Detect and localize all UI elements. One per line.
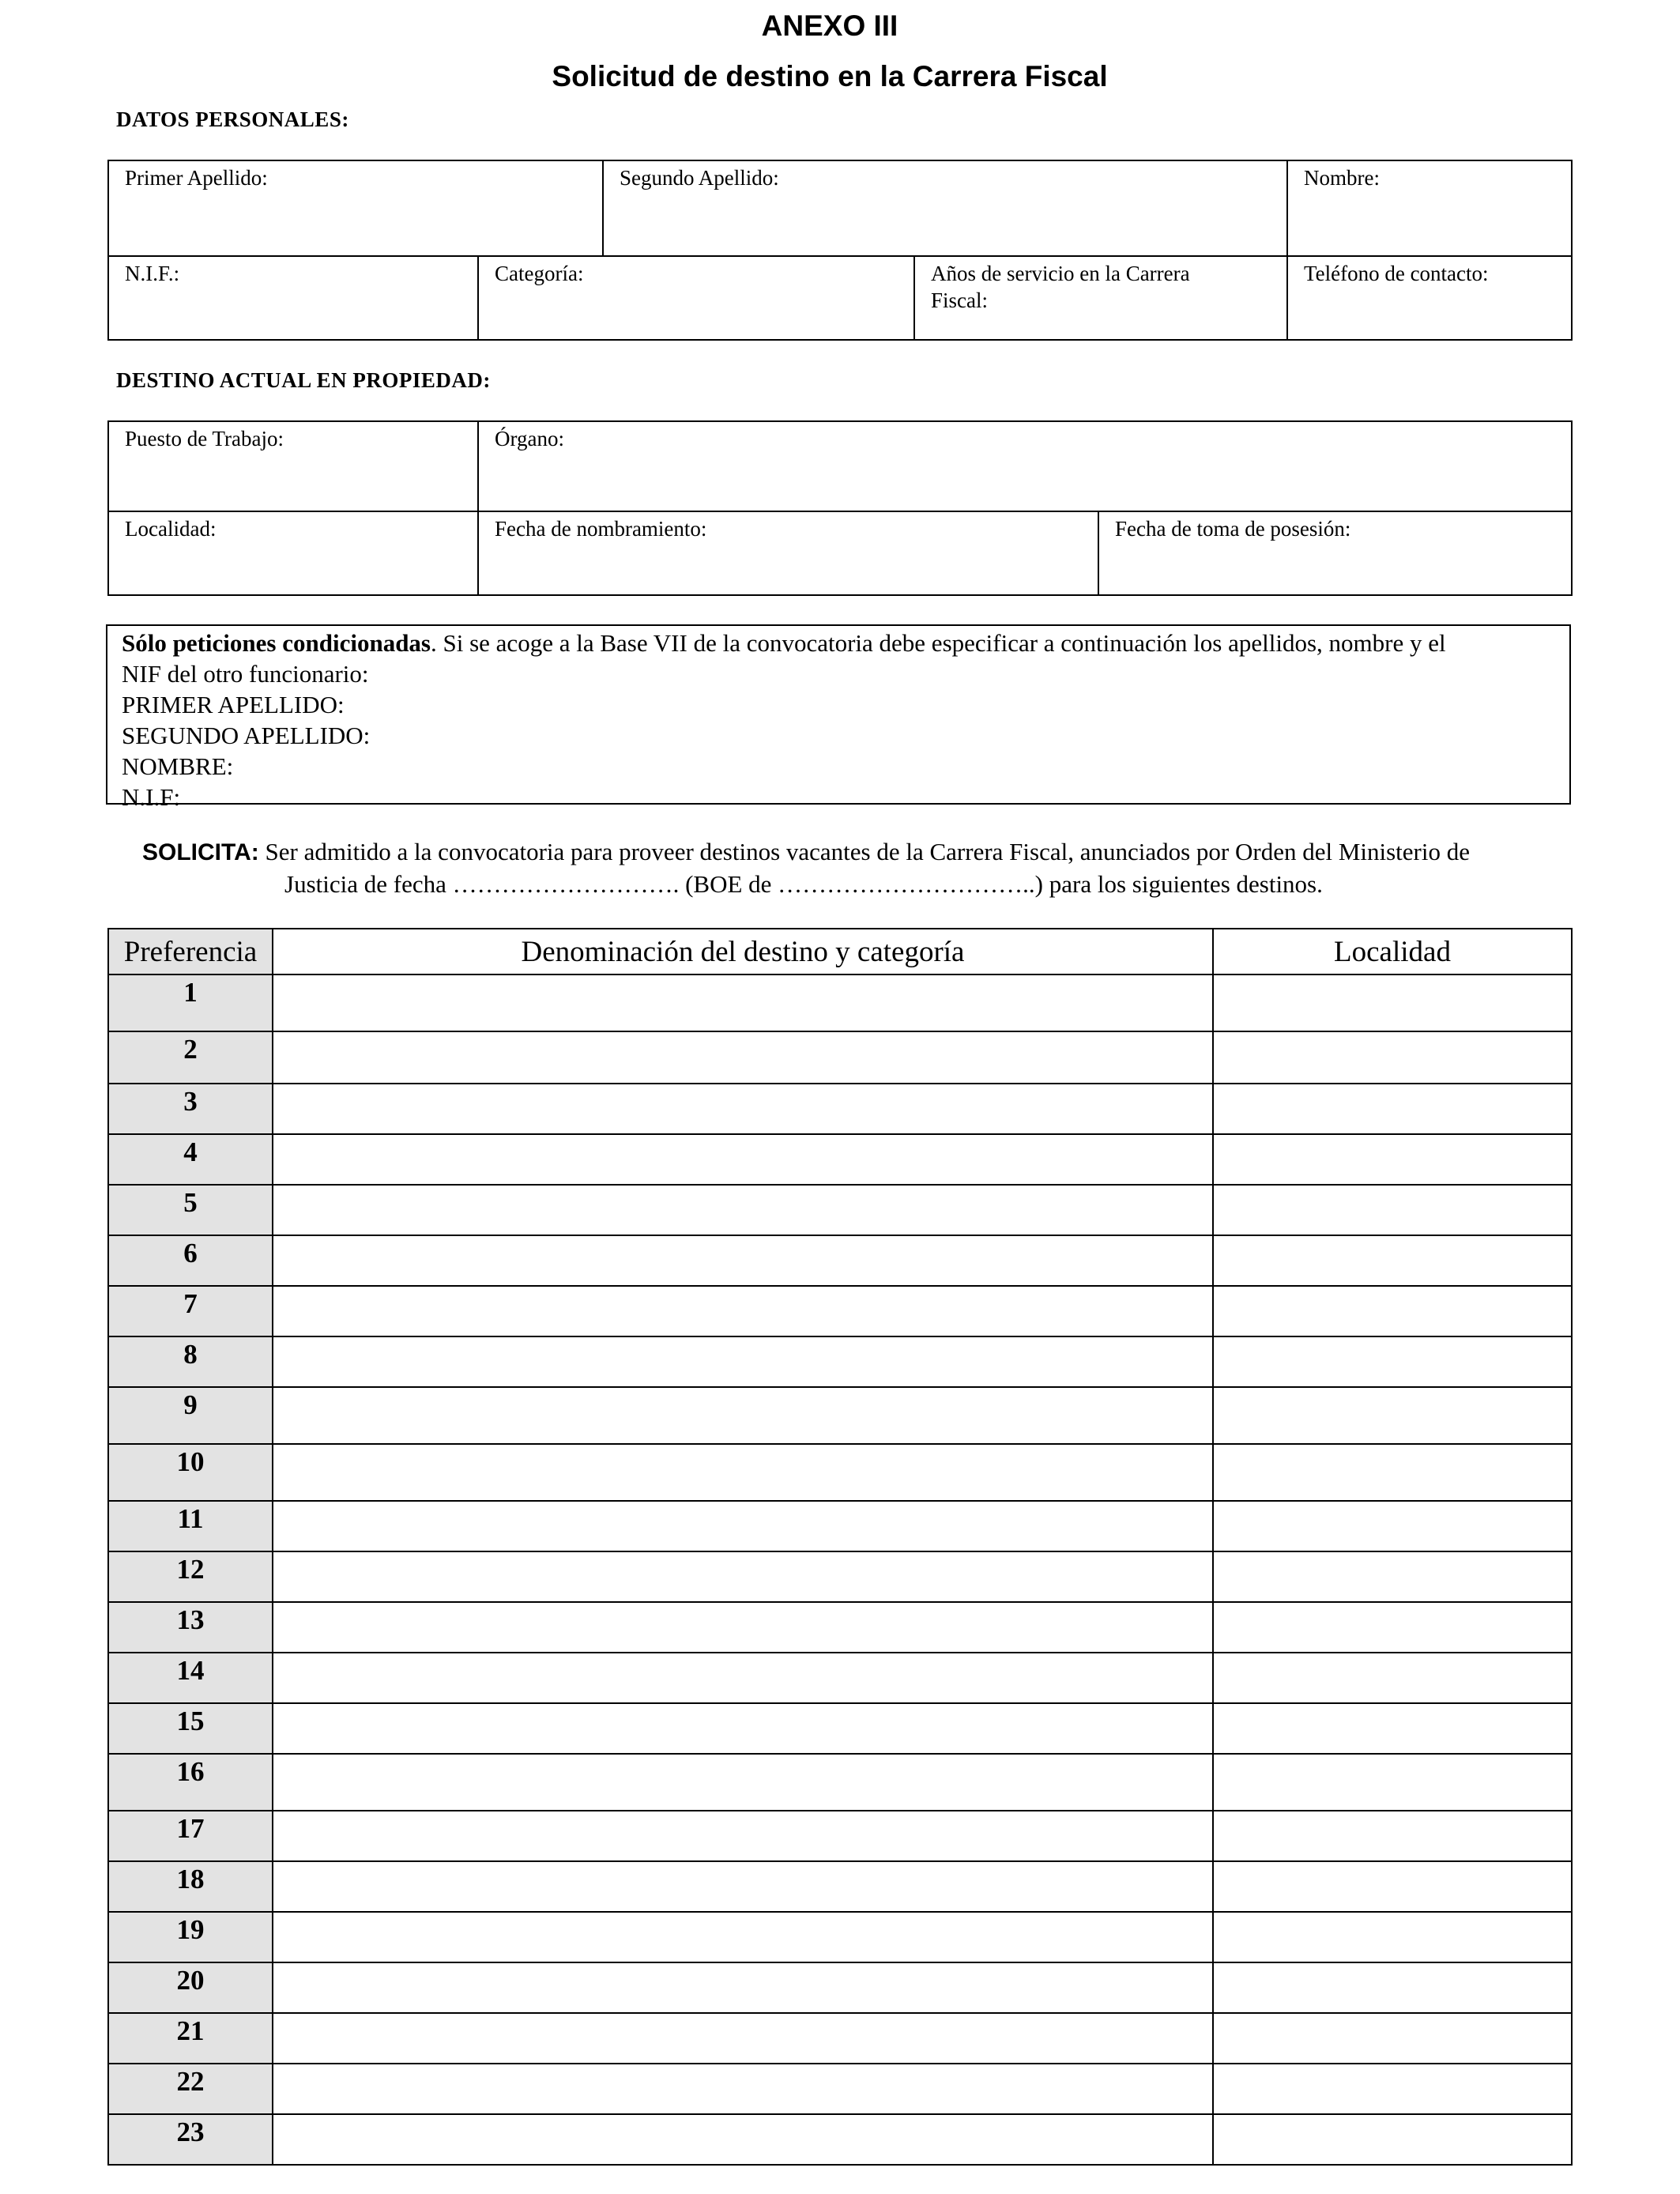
preference-number: 15 [108, 1703, 273, 1754]
preference-row [108, 1653, 1572, 1703]
destino-input-cell[interactable] [273, 974, 1213, 1031]
destino-input-cell[interactable] [273, 1811, 1213, 1861]
preference-row [108, 1235, 1572, 1286]
preference-number: 20 [108, 1962, 273, 2013]
current-post-heading: DESTINO ACTUAL EN PROPIEDAD: [116, 368, 491, 392]
solicita-label: SOLICITA: [142, 839, 259, 865]
destino-input-cell[interactable] [273, 1962, 1213, 2013]
preference-row [108, 1962, 1572, 2013]
localidad-input-cell[interactable] [1213, 1551, 1572, 1602]
localidad-input-cell[interactable] [1213, 2013, 1572, 2064]
preference-row [108, 1134, 1572, 1185]
preference-number: 19 [108, 1912, 273, 1962]
preference-number: 18 [108, 1861, 273, 1912]
preference-row [108, 1861, 1572, 1912]
preferences-header-row [108, 929, 1572, 974]
organo-label: Órgano: [495, 427, 564, 450]
localidad-input-cell[interactable] [1213, 1501, 1572, 1551]
conditional-intro: Sólo peticiones condicionadas. Si se acoge a la Base VII de la convocatoria debe especificar a continuación los apellidos, nombre y el [122, 629, 1446, 657]
conditional-requests-box[interactable] [106, 624, 1571, 811]
destino-input-cell[interactable] [273, 1703, 1213, 1754]
destino-input-cell[interactable] [273, 1031, 1213, 1084]
puesto-label: Puesto de Trabajo: [125, 427, 284, 450]
segundo-apellido-field[interactable] [603, 160, 1287, 256]
preference-number: 22 [108, 2064, 273, 2114]
destino-input-cell[interactable] [273, 1286, 1213, 1336]
organo-field[interactable] [478, 421, 1572, 511]
localidad-input-cell[interactable] [1213, 1811, 1572, 1861]
preference-row [108, 1811, 1572, 1861]
personal-data-heading: DATOS PERSONALES: [116, 107, 349, 131]
preference-row [108, 1912, 1572, 1962]
localidad-input-cell[interactable] [1213, 1387, 1572, 1444]
localidad-input-cell[interactable] [1213, 1861, 1572, 1912]
localidad-input-cell[interactable] [1213, 1444, 1572, 1501]
destino-input-cell[interactable] [273, 1602, 1213, 1653]
preference-number: 6 [108, 1235, 273, 1286]
preference-number: 14 [108, 1653, 273, 1703]
localidad-input-cell[interactable] [1213, 1653, 1572, 1703]
anos-servicio-label: Años de servicio en la Carrera Fiscal: [931, 262, 1190, 312]
preference-number: 8 [108, 1336, 273, 1387]
col-header-localidad: Localidad [1213, 929, 1572, 974]
preference-row [108, 2114, 1572, 2165]
solicita-text-2: Justicia de fecha ………………………. (BOE de …………………………..) para los siguientes destinos. [284, 870, 1323, 898]
conditional-nombre: NOMBRE: [122, 752, 234, 780]
nombre-label: Nombre: [1304, 166, 1380, 190]
destino-input-cell[interactable] [273, 1336, 1213, 1387]
destino-input-cell[interactable] [273, 1653, 1213, 1703]
preference-row [108, 1336, 1572, 1387]
nombre-field[interactable] [1287, 160, 1572, 256]
conditional-nif: N.I.F: [122, 783, 181, 811]
destino-input-cell[interactable] [273, 1754, 1213, 1811]
destino-input-cell[interactable] [273, 2064, 1213, 2114]
destino-input-cell[interactable] [273, 1235, 1213, 1286]
destino-input-cell[interactable] [273, 2114, 1213, 2165]
form-title: Solicitud de destino en la Carrera Fiscal [552, 60, 1108, 92]
localidad-input-cell[interactable] [1213, 1286, 1572, 1336]
preference-row [108, 1031, 1572, 1084]
destino-input-cell[interactable] [273, 1551, 1213, 1602]
preference-number: 17 [108, 1811, 273, 1861]
col-header-preferencia: Preferencia [108, 929, 273, 974]
destino-input-cell[interactable] [273, 2013, 1213, 2064]
personal-data-table [107, 160, 1573, 341]
localidad-input-cell[interactable] [1213, 1754, 1572, 1811]
localidad-input-cell[interactable] [1213, 974, 1572, 1031]
preference-number: 10 [108, 1444, 273, 1501]
preferences-table [107, 928, 1573, 2166]
preference-row [108, 1387, 1572, 1444]
puesto-field[interactable] [108, 421, 478, 511]
nif-field[interactable] [108, 256, 478, 340]
preference-row [108, 1754, 1572, 1811]
preference-number: 7 [108, 1286, 273, 1336]
destino-input-cell[interactable] [273, 1501, 1213, 1551]
preference-row [108, 1501, 1572, 1551]
destino-input-cell[interactable] [273, 1185, 1213, 1235]
destino-input-cell[interactable] [273, 1861, 1213, 1912]
preference-number: 16 [108, 1754, 273, 1811]
preference-row [108, 1703, 1572, 1754]
localidad-input-cell[interactable] [1213, 1185, 1572, 1235]
preference-row [108, 1551, 1572, 1602]
localidad-input-cell[interactable] [1213, 1134, 1572, 1185]
fecha-nombramiento-field[interactable] [478, 511, 1098, 595]
preference-number: 5 [108, 1185, 273, 1235]
solicita-paragraph [142, 836, 1588, 900]
telefono-field[interactable] [1287, 256, 1572, 340]
preference-number: 21 [108, 2013, 273, 2064]
current-post-table [107, 420, 1573, 596]
conditional-segundo-apellido: SEGUNDO APELLIDO: [122, 722, 371, 749]
telefono-label: Teléfono de contacto: [1304, 262, 1489, 285]
preference-number: 9 [108, 1387, 273, 1444]
fecha-nombramiento-label: Fecha de nombramiento: [495, 517, 707, 541]
localidad-input-cell[interactable] [1213, 1235, 1572, 1286]
preference-row [108, 1602, 1572, 1653]
preference-number: 12 [108, 1551, 273, 1602]
fecha-posesion-label: Fecha de toma de posesión: [1115, 517, 1351, 541]
solicita-text-1: Ser admitido a la convocatoria para proveer destinos vacantes de la Carrera Fiscal, anunciados por Orden del Ministerio de [258, 838, 1470, 865]
localidad-input-cell[interactable] [1213, 1084, 1572, 1134]
preference-row [108, 974, 1572, 1031]
categoria-label: Categoría: [495, 262, 584, 285]
categoria-field[interactable] [478, 256, 914, 340]
localidad-field[interactable] [108, 511, 478, 595]
preference-row [108, 1444, 1572, 1501]
annex-title: ANEXO III [761, 9, 898, 42]
preference-number: 3 [108, 1084, 273, 1134]
localidad-input-cell[interactable] [1213, 1703, 1572, 1754]
preference-row [108, 1084, 1572, 1134]
preference-row [108, 2013, 1572, 2064]
conditional-primer-apellido: PRIMER APELLIDO: [122, 691, 345, 718]
localidad-input-cell[interactable] [1213, 1336, 1572, 1387]
anos-servicio-field[interactable] [914, 256, 1287, 340]
localidad-input-cell[interactable] [1213, 1602, 1572, 1653]
col-header-destino: Denominación del destino y categoría [273, 929, 1213, 974]
destino-input-cell[interactable] [273, 1912, 1213, 1962]
primer-apellido-field[interactable] [108, 160, 603, 256]
primer-apellido-label: Primer Apellido: [125, 166, 268, 190]
destino-input-cell[interactable] [273, 1084, 1213, 1134]
preference-row [108, 1286, 1572, 1336]
localidad-input-cell[interactable] [1213, 1962, 1572, 2013]
preference-number: 1 [108, 974, 273, 1031]
localidad-input-cell[interactable] [1213, 2114, 1572, 2165]
localidad-input-cell[interactable] [1213, 2064, 1572, 2114]
destino-input-cell[interactable] [273, 1387, 1213, 1444]
localidad-label: Localidad: [125, 517, 217, 541]
preference-number: 4 [108, 1134, 273, 1185]
preference-row [108, 1185, 1572, 1235]
destino-input-cell[interactable] [273, 1134, 1213, 1185]
destino-input-cell[interactable] [273, 1444, 1213, 1501]
localidad-input-cell[interactable] [1213, 1912, 1572, 1962]
preference-number: 11 [108, 1501, 273, 1551]
preference-number: 13 [108, 1602, 273, 1653]
segundo-apellido-label: Segundo Apellido: [620, 166, 779, 190]
fecha-posesion-field[interactable] [1098, 511, 1572, 595]
preference-row [108, 2064, 1572, 2114]
preference-number: 23 [108, 2114, 273, 2165]
preference-number: 2 [108, 1031, 273, 1084]
nif-label: N.I.F.: [125, 262, 180, 285]
conditional-intro-cont: NIF del otro funcionario: [122, 660, 369, 688]
localidad-input-cell[interactable] [1213, 1031, 1572, 1084]
